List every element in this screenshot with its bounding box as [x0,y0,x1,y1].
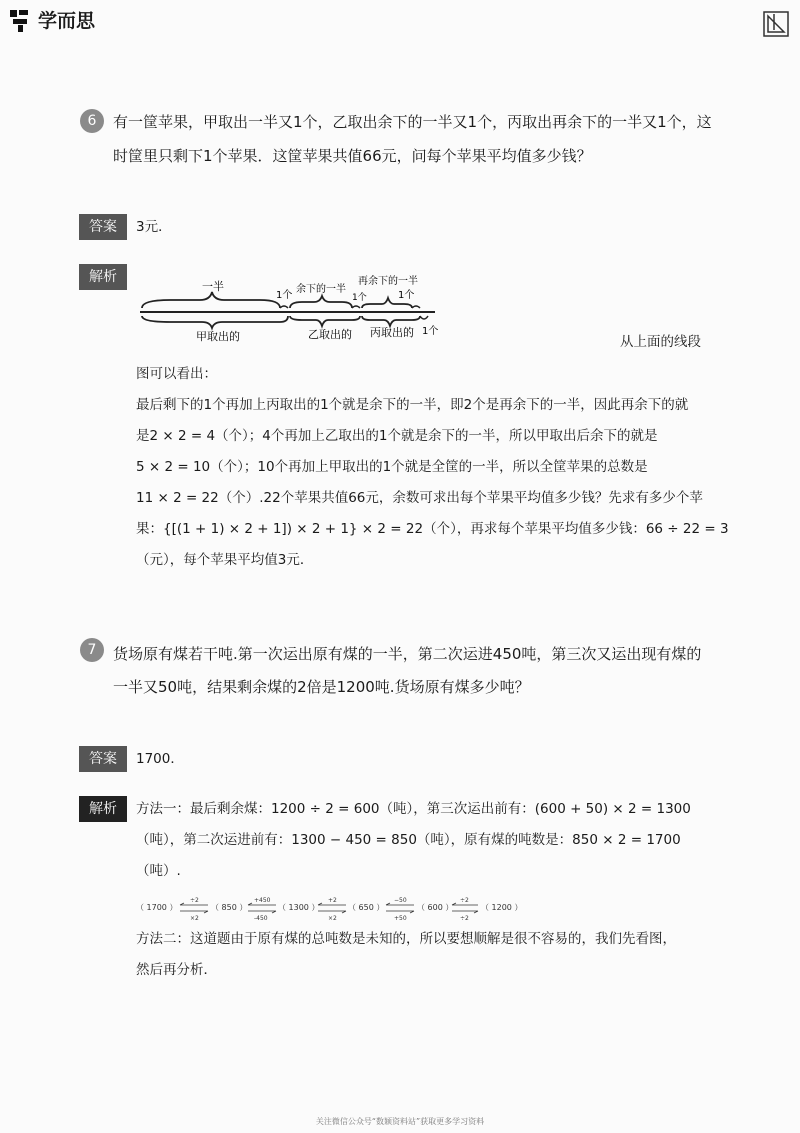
label-1b: 1个 [352,293,367,303]
analysis-6-line: 11 × 2 = 22（个）.22个苹果共值66元，余数可求出每个苹果平均值多少钱？先求有多少个苹 [136,490,703,506]
question-6-line2: 时筐里只剩下1个苹果．这筐苹果共值66元，问每个苹果平均值多少钱？ [113,147,592,165]
label-rest2-half: 再余下的一半 [358,276,418,287]
chain-node: （ 850 ） [211,903,248,912]
analysis-6-line: 最后剩下的1个再加上丙取出的1个就是余下的一半，即2个是再余下的一半，因此再余下的就 [136,397,689,413]
analysis-7-line: 方法一：最后剩余煤：1200 ÷ 2 = 600（吨），第三次运出前有：(600 + 50) × 2 = 1300 [136,801,691,817]
footer-text: 关注微信公众号“数颖资料站”获取更多学习资料 [315,1117,485,1126]
chain-op-bottom: ×2 [190,915,199,922]
chain-node: （ 1700 ） [136,903,178,912]
chain-node: （ 600 ） [417,903,454,912]
chain-op-top: −50 [394,897,407,904]
chain-op-top: ÷2 [190,897,199,904]
chain-arrow [452,903,478,913]
label-1d: 1个 [422,326,439,337]
brace-jia [142,316,288,328]
side-text: 从上面的线段 [620,334,701,350]
analysis-6-line: 是2 × 2 = 4（个）；4个再加上乙取出的1个就是余下的一半，所以甲取出后余下的就是 [136,428,658,444]
method2-line1: 方法二：这道题由于原有煤的总吨数是未知的，所以要想顺解是很不容易的，我们先看图， [136,931,676,947]
brace-one-b [352,306,360,308]
chain-op-bottom: +50 [394,915,407,922]
brace-one-a [280,306,288,308]
label-yi: 乙取出的 [308,328,352,341]
label-bing: 丙取出的 [370,326,414,339]
question-number-7: 7 [80,638,104,662]
question-7-line2: 一半又50吨，结果剩余煤的2倍是1200吨.货场原有煤多少吨？ [113,678,530,696]
brace-one-c [412,306,420,308]
logo-text: 学而思 [38,10,96,32]
analysis-7-body [136,794,736,887]
brace-half [142,292,280,308]
answer-tag-7: 答案 [79,746,127,772]
answer-7: 1700． [136,751,184,767]
brace-one-d [420,316,428,319]
label-1a: 1个 [276,290,293,301]
chain-op-bottom: -450 [254,915,268,922]
analysis-7-line: （吨）. [136,863,181,879]
analysis-6-line: 果：{[(1 + 1) × 2 + 1]) × 2 + 1} × 2 = 22（个），再求每个苹果平均值多少钱：66 ÷ 22 = 3 [136,521,729,537]
chain-node: （ 1200 ） [481,903,523,912]
brace-rest-half [290,296,352,308]
chain-node: （ 650 ） [348,903,385,912]
answer-tag-6: 答案 [79,214,127,240]
label-half: 一半 [202,280,224,293]
question-number-6: 6 [80,109,104,133]
chain-arrow [248,903,276,913]
corner-mark-icon [762,10,790,38]
chain-op-top: +2 [328,897,337,904]
chain-op-bottom: ×2 [328,915,337,922]
segment-diagram [130,268,470,348]
label-1c: 1个 [398,290,415,301]
brace-bing [362,316,420,326]
analysis-6-body [136,359,736,576]
analysis-6-line: 图可以看出： [136,366,217,382]
brand-logo [8,6,95,33]
analysis-6-line: 5 × 2 = 10（个）；10个再加上甲取出的1个就是全筐的一半，所以全筐苹果的总数是 [136,459,648,475]
logo-icon [8,7,34,33]
question-7-line1: 货场原有煤若干吨.第一次运出原有煤的一半，第二次运进450吨，第三次又运出现有煤的 [113,645,702,663]
chain-node: （ 1300 ） [278,903,320,912]
brace-yi [290,316,360,326]
analysis-tag-7: 解析 [79,796,127,822]
chain-arrow [180,903,208,913]
label-rest-half: 余下的一半 [296,284,346,295]
chain-arrow [318,903,346,913]
analysis-7-line: （吨），第二次运进前有：1300 − 450 = 850（吨），原有煤的吨数是：850 × 2 = 1700 [136,832,681,848]
chain-op-bottom: ÷2 [460,915,469,922]
answer-6: 3元． [136,219,172,235]
operation-chain [136,895,536,923]
analysis-tag-6: 解析 [79,264,127,290]
chain-arrow [386,903,414,913]
chain-op-top: ÷2 [460,897,469,904]
chain-op-top: +450 [254,897,271,904]
analysis-6-line: （元），每个苹果平均值3元． [136,552,314,568]
question-6-line1: 有一筐苹果，甲取出一半又1个，乙取出余下的一半又1个，丙取出再余下的一半又1个，这 [113,113,712,131]
method2-line2: 然后再分析． [136,962,217,978]
label-jia: 甲取出的 [196,330,240,343]
